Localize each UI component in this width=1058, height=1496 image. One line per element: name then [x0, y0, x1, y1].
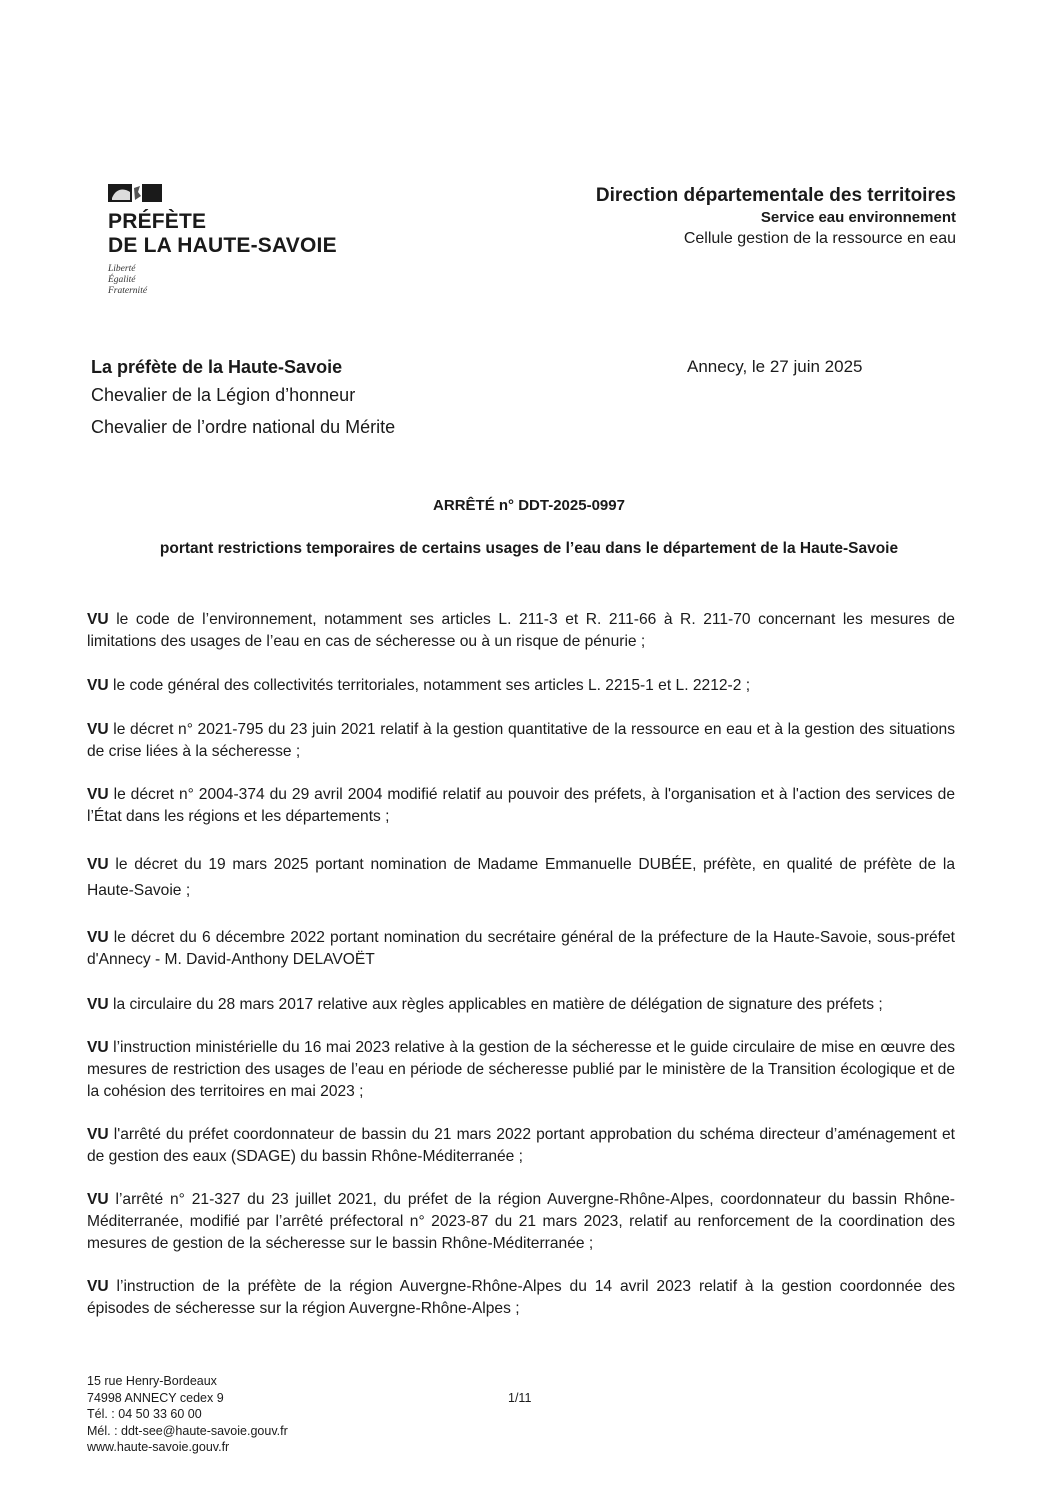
prefecture-logo-block	[108, 182, 348, 297]
vu-text: l’instruction ministérielle du 16 mai 2023 relative à la gestion de la sécheresse et le guide circulaire de mise en œuvre des mesures de restriction des usages de l’eau en période de sécheresse publié par le ministère de la Transition écologique et de la cohésion des territoires en mai 2023 ;	[87, 1039, 955, 1100]
department-header	[596, 184, 956, 250]
considerants-list	[87, 609, 955, 1320]
arrete-subject: portant restrictions temporaires de certains usages de l’eau dans le département de la Haute-Savoie	[159, 540, 899, 557]
considerant-item	[87, 852, 955, 904]
motto-fraternite: Fraternité	[108, 286, 148, 296]
vu-label: VU	[87, 1039, 109, 1056]
vu-text: le code général des collectivités territoriales, notamment ses articles L. 2215-1 et L. 2212-2 ;	[108, 677, 751, 694]
marianne-logo-icon	[108, 182, 164, 204]
vu-text: le décret du 19 mars 2025 portant nomination de Madame Emmanuelle DUBÉE, préfète, en qualité de préfète de la Haute-Savoie ;	[87, 856, 955, 899]
considerant-item	[87, 675, 955, 697]
vu-label: VU	[87, 1278, 109, 1295]
considerant-item	[87, 1124, 955, 1168]
considerant-item	[87, 1276, 955, 1320]
vu-text: le décret du 6 décembre 2022 portant nomination du secrétaire général de la préfecture de la Haute-Savoie, sous-préfet d'Annecy - M. David-Anthony DELAVOËT	[87, 929, 955, 968]
issuer-title-1: Chevalier de la Légion d’honneur	[91, 385, 356, 405]
footer-contact	[87, 1373, 288, 1456]
footer-website: www.haute-savoie.gouv.fr	[87, 1440, 230, 1454]
considerant-item	[87, 927, 955, 971]
considerant-item	[87, 994, 955, 1016]
footer-address-2: 74998 ANNECY cedex 9	[87, 1390, 224, 1405]
motto-egalite: Égalité	[108, 275, 136, 285]
motto-liberte: Liberté	[108, 264, 136, 274]
vu-label: VU	[87, 856, 109, 873]
vu-text: le décret n° 2021-795 du 23 juin 2021 relatif à la gestion quantitative de la ressource en eau et à la gestion des situations de crise liées à la sécheresse ;	[87, 721, 955, 760]
arrete-number: ARRÊTÉ n° DDT-2025-0997	[433, 497, 625, 514]
vu-text: l'arrêté du préfet coordonnateur de bassin du 21 mars 2022 portant approbation du schéma directeur d’aménagement et de gestion des eaux (SDAGE) du bassin Rhône-Méditerranée ;	[87, 1126, 955, 1165]
vu-label: VU	[87, 1126, 109, 1143]
vu-label: VU	[87, 611, 109, 628]
vu-text: l’arrêté n° 21-327 du 23 juillet 2021, du préfet de la région Auvergne-Rhône-Alpes, coordonnateur du bassin Rhône-Méditerranée, modifié par l’arrêté préfectoral n° 2023-87 du 21 mars 2023, relatif au renforcement de la coordination des mesures de gestion de la sécheresse sur le bassin Rhône-Méditerranée ;	[87, 1191, 955, 1252]
considerant-item	[87, 719, 955, 763]
vu-label: VU	[87, 786, 109, 803]
issuer-title-2: Chevalier de l’ordre national du Mérite	[91, 417, 396, 437]
vu-label: VU	[87, 1191, 109, 1208]
vu-text: l’instruction de la préfète de la région Auvergne-Rhône-Alpes du 14 avril 2023 relatif à la gestion coordonnée des épisodes de sécheresse sur la région Auvergne-Rhône-Alpes ;	[87, 1278, 955, 1317]
cellule-name: Cellule gestion de la ressource en eau	[683, 230, 956, 247]
place-date: Annecy, le 27 juin 2025	[687, 357, 863, 376]
vu-label: VU	[87, 677, 109, 694]
service-name: Service eau environnement	[760, 209, 956, 226]
footer-phone: Tél. : 04 50 33 60 00	[87, 1407, 202, 1421]
page-number: 1/11	[508, 1391, 532, 1405]
considerant-item	[87, 609, 955, 653]
vu-label: VU	[87, 929, 109, 946]
vu-label: VU	[87, 721, 109, 738]
vu-text: le code de l’environnement, notamment ses articles L. 211-3 et R. 211-66 à R. 211-70 concernant les mesures de limitations des usages de l’eau en cas de sécheresse ou à un risque de pénurie ;	[87, 611, 955, 650]
vu-text: le décret n° 2004-374 du 29 avril 2004 modifié relatif au pouvoir des préfets, à l'organisation et à l'action des services de l’État dans les régions et les départements ;	[87, 786, 955, 825]
considerant-item	[87, 1189, 955, 1255]
issuer-name: La préfète de la Haute-Savoie	[91, 357, 343, 377]
considerant-item	[87, 1037, 955, 1103]
logo-line-1: PRÉFÈTE	[108, 210, 207, 233]
footer-address-1: 15 rue Henry-Bordeaux	[87, 1374, 217, 1388]
vu-label: VU	[87, 996, 109, 1013]
issuer-block	[91, 355, 395, 443]
logo-line-2: DE LA HAUTE-SAVOIE	[108, 234, 337, 257]
direction-name: Direction départementale des territoires	[595, 185, 956, 206]
vu-text: la circulaire du 28 mars 2017 relative aux règles applicables en matière de délégation de signature des préfets ;	[108, 996, 883, 1013]
footer-email: Mél. : ddt-see@haute-savoie.gouv.fr	[87, 1423, 288, 1438]
considerant-item	[87, 784, 955, 828]
republic-motto	[108, 264, 348, 297]
